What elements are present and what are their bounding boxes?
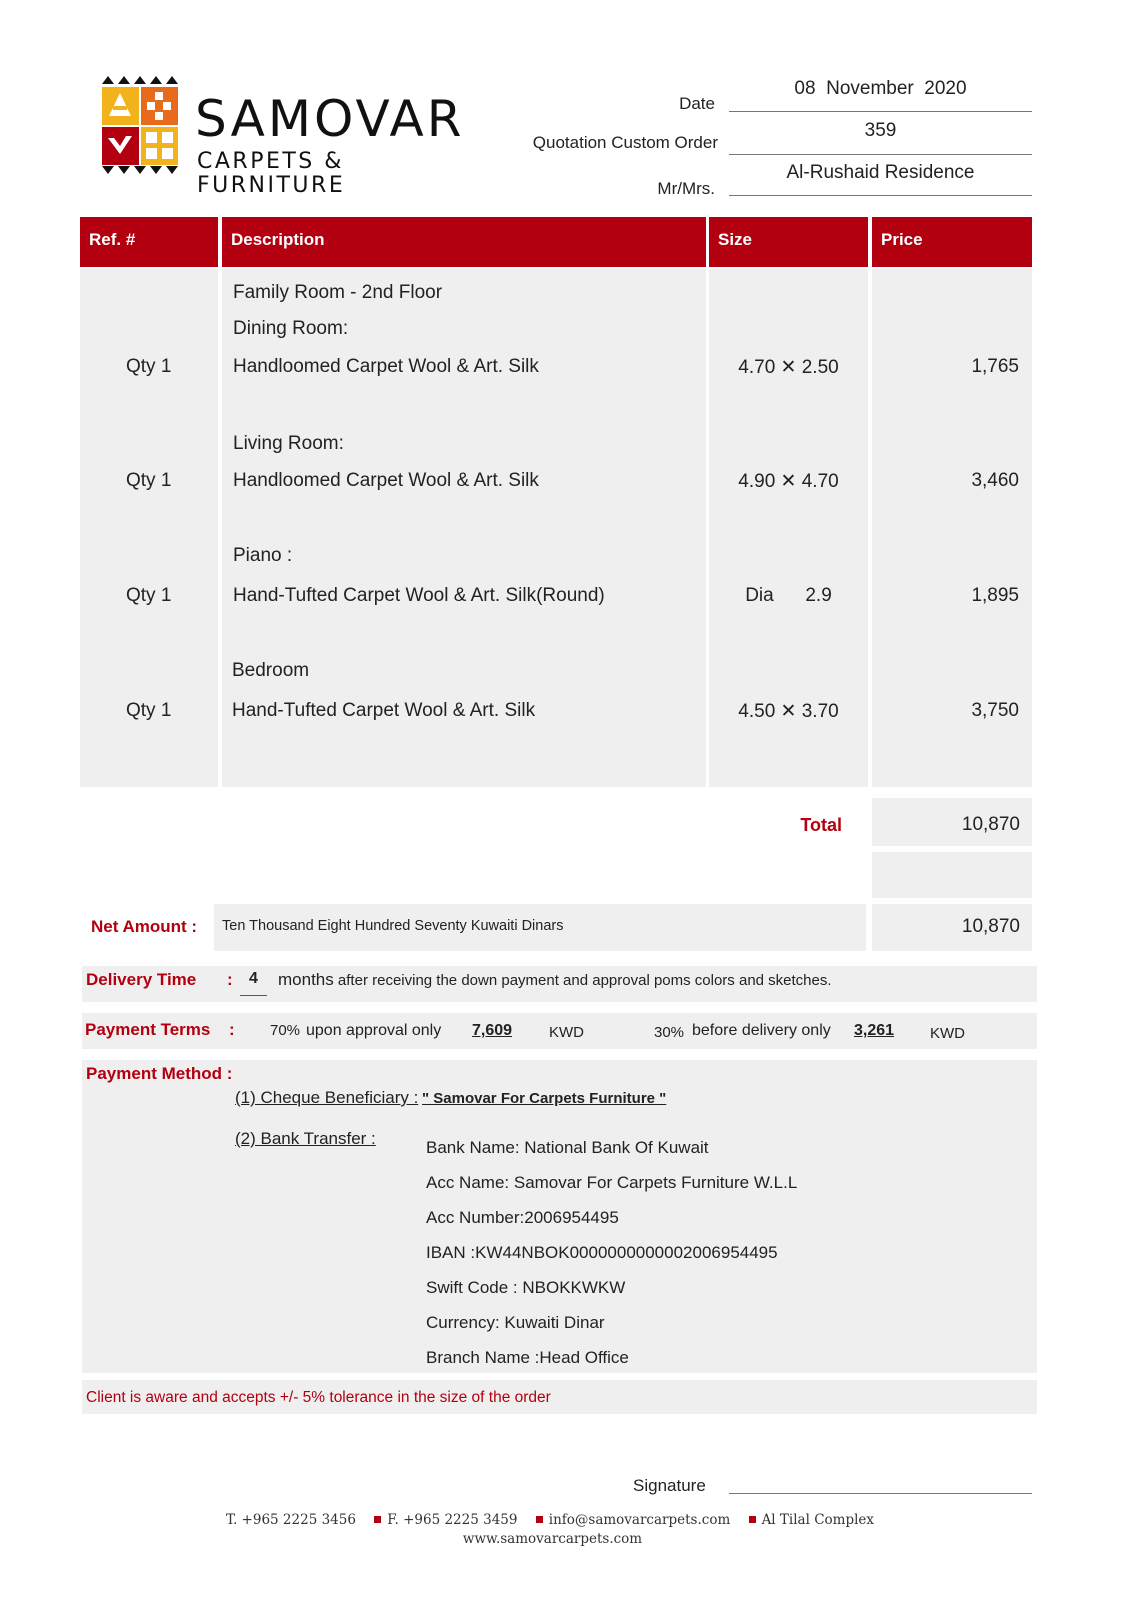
quotation-number: 359 [729,120,1032,155]
row-size: 4.90 ✕ 4.70 [738,471,839,492]
brand-logo [100,76,500,198]
delivery-months-word: months [278,970,334,989]
total-label: Total [800,815,842,835]
row-price: 3,750 [971,700,1019,721]
bullet-icon [536,1516,543,1523]
row-heading: Living Room: [233,433,344,454]
currency: Currency: Kuwaiti Dinar [426,1313,605,1332]
row-qty: Qty 1 [126,470,172,491]
date-label: Date [679,94,715,113]
row-price: 1,895 [971,585,1019,606]
client-name: Al-Rushaid Residence [729,162,1032,196]
row-size: 4.70 ✕ 2.50 [738,357,839,378]
row-price: 1,765 [971,356,1019,377]
row-size: Dia 2.9 [745,585,832,606]
row-description: Hand-Tufted Carpet Wool & Art. Silk(Round) [233,585,605,606]
first-percent: 70% [270,1022,301,1039]
row-heading: Dining Room: [233,318,349,339]
footer-address: Al Tilal Complex [761,1512,875,1528]
row-price: 3,460 [971,470,1019,491]
second-currency: KWD [930,1025,965,1042]
section-heading: Family Room - 2nd Floor [233,282,443,303]
quotation-label: Quotation Custom Order [532,133,718,152]
header-size: Size [709,217,868,267]
tolerance-note: Client is aware and accepts +/- 5% tolerance in the size of the order [82,1380,1037,1414]
branch-name: Branch Name :Head Office [426,1348,629,1367]
payment-terms-label: Payment Terms [85,1020,211,1039]
swift-code: Swift Code : NBOKKWKW [426,1278,626,1297]
row-qty: Qty 1 [126,356,172,377]
bullet-icon [374,1516,381,1523]
footer-website[interactable]: www.samovarcarpets.com [462,1531,643,1547]
footer-phone: T. +965 2225 3456 [225,1512,356,1528]
total-value: 10,870 [872,798,1032,846]
brand-name: SAMOVAR [195,90,465,148]
cheque-beneficiary: " Samovar For Carpets Furniture " [422,1090,667,1107]
footer-fax: F. +965 2225 3459 [387,1512,518,1528]
samovar-logo-icon [100,76,180,174]
delivery-colon: : [227,970,233,989]
row-qty: Qty 1 [126,700,172,721]
row-heading: Bedroom [232,660,310,681]
row-description: Hand-Tufted Carpet Wool & Art. Silk [232,700,536,721]
blank-cell [872,852,1032,898]
footer-email[interactable]: info@samovarcarpets.com [548,1512,731,1528]
delivery-text [278,970,832,990]
footer-contacts [0,1512,1100,1528]
payment-terms-colon: : [229,1020,235,1039]
brand-tagline: CARPETS & FURNITURE [197,149,346,198]
bank-transfer-label: (2) Bank Transfer : [235,1129,376,1148]
row-size: 4.50 ✕ 3.70 [738,701,839,722]
first-amount: 7,609 [472,1022,513,1039]
first-condition: upon approval only [306,1022,442,1039]
second-amount: 3,261 [854,1022,895,1039]
cheque-label: (1) Cheque Beneficiary : [235,1088,419,1107]
header-description: Description [222,217,706,267]
row-qty: Qty 1 [126,585,172,606]
iban: IBAN :KW44NBOK0000000000002006954495 [426,1243,778,1262]
delivery-label: Delivery Time [86,970,197,989]
account-name: Acc Name: Samovar For Carpets Furniture W.L.L [426,1173,798,1192]
header-price: Price [872,217,1032,267]
row-description: Handloomed Carpet Wool & Art. Silk [233,356,539,377]
second-percent: 30% [654,1024,685,1041]
first-currency: KWD [549,1024,584,1041]
header-ref: Ref. # [80,217,218,267]
delivery-condition: after receiving the down payment and approval poms colors and sketches. [337,972,832,989]
client-label: Mr/Mrs. [657,179,715,198]
bullet-icon [749,1516,756,1523]
row-description: Handloomed Carpet Wool & Art. Silk [233,470,539,491]
net-amount-words: Ten Thousand Eight Hundred Seventy Kuwaiti Dinars [214,904,866,951]
delivery-months: 4 [240,970,267,996]
payment-method-label: Payment Method : [86,1064,233,1083]
bank-name: Bank Name: National Bank Of Kuwait [426,1138,709,1157]
row-heading: Piano : [233,545,293,566]
net-amount-label: Net Amount : [91,917,198,936]
second-condition: before delivery only [692,1022,831,1039]
signature-line[interactable] [729,1493,1032,1494]
net-amount-value: 10,870 [872,904,1032,951]
date-value: 08 November 2020 [729,78,1032,112]
signature-label: Signature [633,1476,706,1495]
bank-details [426,1130,797,1375]
account-number: Acc Number:2006954495 [426,1208,619,1227]
